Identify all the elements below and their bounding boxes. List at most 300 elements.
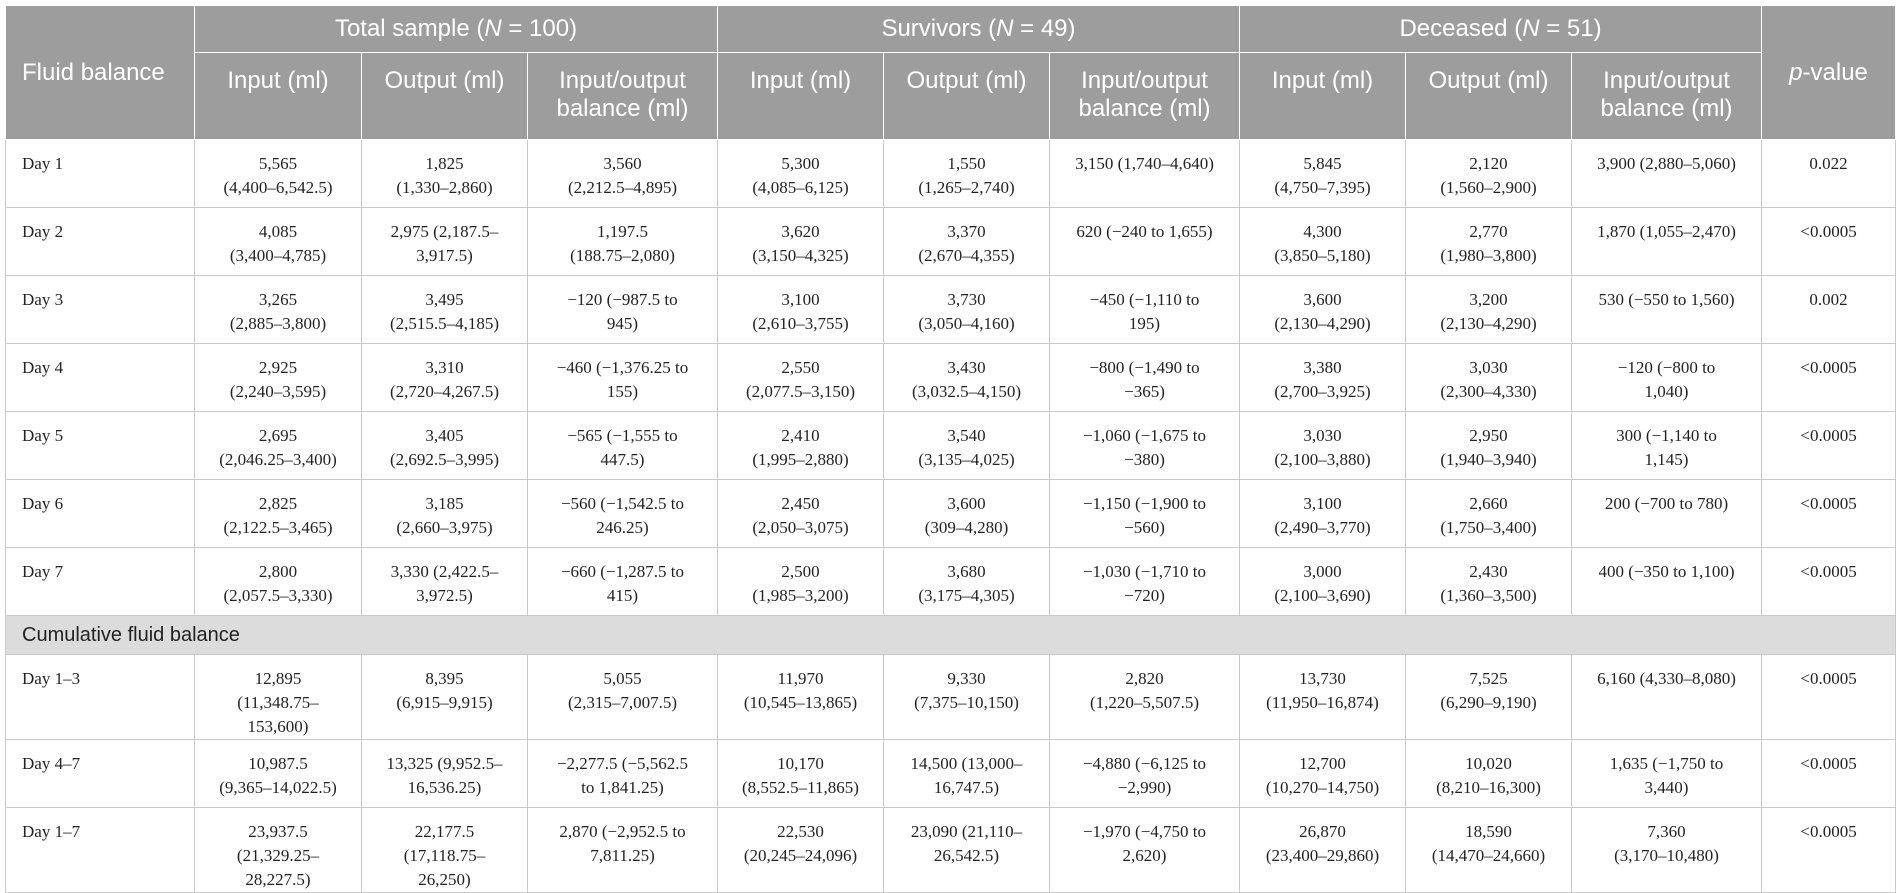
cell-line: 945) bbox=[606, 314, 639, 333]
cell-line: 3,380 bbox=[1303, 358, 1342, 377]
table-cell bbox=[362, 480, 528, 548]
cell-line: 16,747.5) bbox=[933, 778, 1000, 797]
table-cell bbox=[718, 276, 884, 344]
table-cell bbox=[1572, 140, 1762, 208]
cell-line: (2,300–4,330) bbox=[1440, 382, 1537, 401]
cell-line: (17,118.75– bbox=[403, 846, 486, 865]
cell-line: 3,900 (2,880–5,060) bbox=[1597, 154, 1736, 173]
cell-line: −660 (−1,287.5 to bbox=[560, 562, 685, 581]
table-cell bbox=[195, 140, 362, 208]
cell-line: (2,057.5–3,330) bbox=[223, 586, 333, 605]
cell-line: 0.022 bbox=[1809, 154, 1848, 173]
cell-line: 1,145) bbox=[1644, 450, 1689, 469]
cell-line: (309–4,280) bbox=[924, 518, 1009, 537]
cell-line: −800 (−1,490 to bbox=[1089, 358, 1200, 377]
p-value-cell bbox=[1762, 808, 1896, 893]
cell-line: <0.0005 bbox=[1800, 669, 1857, 688]
cell-line: (3,050–4,160) bbox=[918, 314, 1015, 333]
table-cell bbox=[195, 344, 362, 412]
table-cell bbox=[362, 655, 528, 740]
table-cell bbox=[1050, 276, 1240, 344]
cell-line: (14,470–24,660) bbox=[1431, 846, 1546, 865]
table-cell bbox=[1572, 344, 1762, 412]
table-cell bbox=[528, 480, 718, 548]
cell-line: −1,030 (−1,710 to bbox=[1082, 562, 1207, 581]
table-cell bbox=[1240, 276, 1406, 344]
subheader-input: Input (ml) bbox=[718, 53, 884, 140]
cell-line: (3,170–10,480) bbox=[1614, 846, 1719, 865]
cell-line: (23,400–29,860) bbox=[1265, 846, 1380, 865]
table-cell bbox=[1572, 740, 1762, 808]
cell-line: 7,525 bbox=[1469, 669, 1508, 688]
subheader-balance: Input/output balance (ml) bbox=[1572, 53, 1762, 140]
table-cell bbox=[362, 740, 528, 808]
cell-line: (4,085–6,125) bbox=[752, 178, 849, 197]
cell-line: 3,405 bbox=[425, 426, 464, 445]
subheader-output: Output (ml) bbox=[1406, 53, 1572, 140]
table-cell bbox=[195, 412, 362, 480]
cell-line: <0.0005 bbox=[1800, 222, 1857, 241]
cell-line: <0.0005 bbox=[1800, 426, 1857, 445]
cell-line: (2,100–3,880) bbox=[1274, 450, 1371, 469]
table-cell bbox=[718, 344, 884, 412]
row-label: Day 4 bbox=[6, 344, 195, 412]
table-cell bbox=[528, 740, 718, 808]
cell-line: 2,800 bbox=[258, 562, 298, 581]
cell-line: (11,950–16,874) bbox=[1266, 693, 1379, 712]
cell-line: 153,600) bbox=[247, 717, 309, 736]
table-row bbox=[6, 548, 1896, 616]
cell-line: (1,980–3,800) bbox=[1440, 246, 1537, 265]
cell-line: −2,277.5 (−5,562.5 bbox=[556, 754, 689, 773]
table-cell bbox=[1406, 344, 1572, 412]
table-cell bbox=[195, 808, 362, 893]
cell-line: 3,600 bbox=[1303, 290, 1342, 309]
cell-line: 3,265 bbox=[258, 290, 298, 309]
cell-line: 7,811.25) bbox=[590, 846, 655, 865]
cell-line: 12,700 bbox=[1299, 754, 1346, 773]
cell-line: 3,680 bbox=[947, 562, 986, 581]
table-cell bbox=[195, 655, 362, 740]
section-label: Cumulative fluid balance bbox=[6, 616, 1896, 655]
cell-line: 4,085 bbox=[258, 222, 298, 241]
header-group-total-sample: Total sample (N = 100) bbox=[195, 6, 718, 53]
cell-line: (6,915–9,915) bbox=[396, 693, 493, 712]
table-cell bbox=[884, 208, 1050, 276]
cell-line: 3,000 bbox=[1303, 562, 1342, 581]
table-row bbox=[6, 480, 1896, 548]
subheader-output: Output (ml) bbox=[362, 53, 528, 140]
daily-rows bbox=[6, 140, 1896, 616]
cell-line: (10,270–14,750) bbox=[1265, 778, 1380, 797]
cell-line: 2,770 bbox=[1469, 222, 1508, 241]
cell-line: 26,250) bbox=[418, 870, 471, 889]
table-cell bbox=[884, 548, 1050, 616]
cell-line: 3,030 bbox=[1469, 358, 1508, 377]
row-label: Day 7 bbox=[6, 548, 195, 616]
cell-line: (2,515.5–4,185) bbox=[389, 314, 500, 333]
cell-line: 3,310 bbox=[425, 358, 464, 377]
cell-line: (1,750–3,400) bbox=[1440, 518, 1537, 537]
subheader-output: Output (ml) bbox=[884, 53, 1050, 140]
cell-line: 3,330 (2,422.5– bbox=[390, 562, 499, 581]
cell-line: 5,845 bbox=[1303, 154, 1342, 173]
cell-line: (1,265–2,740) bbox=[918, 178, 1015, 197]
table-cell bbox=[718, 480, 884, 548]
cell-line: 13,325 (9,952.5– bbox=[386, 754, 503, 773]
table-cell bbox=[195, 740, 362, 808]
cell-line: 1,635 (−1,750 to bbox=[1609, 754, 1724, 773]
cell-line: 26,542.5) bbox=[933, 846, 1000, 865]
cell-line: 8,395 bbox=[425, 669, 464, 688]
cell-line: (2,046.25–3,400) bbox=[219, 450, 337, 469]
table-cell bbox=[528, 808, 718, 893]
table-cell bbox=[1050, 480, 1240, 548]
table-row bbox=[6, 808, 1896, 893]
cell-line: 9,330 bbox=[947, 669, 986, 688]
table-cell bbox=[362, 808, 528, 893]
cell-line: 2,950 bbox=[1469, 426, 1508, 445]
cell-line: (2,240–3,595) bbox=[229, 382, 327, 401]
cell-line: −120 (−987.5 to bbox=[567, 290, 678, 309]
header-group-survivors: Survivors (N = 49) bbox=[718, 6, 1240, 53]
table-cell bbox=[528, 344, 718, 412]
table-cell bbox=[1050, 808, 1240, 893]
cell-line: 23,937.5 bbox=[248, 822, 308, 841]
table-cell bbox=[1240, 412, 1406, 480]
table-cell bbox=[884, 655, 1050, 740]
cell-line: 3,185 bbox=[425, 494, 464, 513]
cell-line: 530 (−550 to 1,560) bbox=[1598, 290, 1735, 309]
table-cell bbox=[1572, 655, 1762, 740]
cell-line: −460 (−1,376.25 to bbox=[556, 358, 689, 377]
row-label: Day 6 bbox=[6, 480, 195, 548]
cell-line: 5,055 bbox=[603, 669, 642, 688]
table-row bbox=[6, 276, 1896, 344]
header-p-value: p-value bbox=[1762, 6, 1896, 140]
p-value-cell bbox=[1762, 140, 1896, 208]
cell-line: (3,400–4,785) bbox=[229, 246, 327, 265]
cell-line: −4,880 (−6,125 to bbox=[1082, 754, 1207, 773]
cell-line: 3,620 bbox=[781, 222, 820, 241]
table-cell bbox=[362, 344, 528, 412]
cell-line: −2,990) bbox=[1117, 778, 1172, 797]
cell-line: 10,020 bbox=[1465, 754, 1512, 773]
table-cell bbox=[884, 808, 1050, 893]
table-cell bbox=[884, 740, 1050, 808]
table-cell bbox=[1406, 480, 1572, 548]
p-value-cell bbox=[1762, 344, 1896, 412]
row-label: Day 3 bbox=[6, 276, 195, 344]
cell-line: (1,220–5,507.5) bbox=[1089, 693, 1200, 712]
cell-line: −720) bbox=[1124, 586, 1165, 605]
cell-line: (2,100–3,690) bbox=[1274, 586, 1371, 605]
table-cell bbox=[884, 344, 1050, 412]
table-cell bbox=[1572, 548, 1762, 616]
header-fluid-balance: Fluid balance bbox=[6, 6, 195, 140]
table-cell bbox=[195, 480, 362, 548]
cell-line: (2,720–4,267.5) bbox=[389, 382, 500, 401]
cell-line: 28,227.5) bbox=[245, 870, 311, 889]
cell-line: 2,500 bbox=[781, 562, 820, 581]
cell-line: 1,197.5 bbox=[597, 222, 648, 241]
cell-line: (11,348.75– bbox=[237, 693, 319, 712]
cell-line: 3,540 bbox=[947, 426, 986, 445]
cell-line: (188.75–2,080) bbox=[570, 246, 675, 265]
p-value-cell bbox=[1762, 276, 1896, 344]
table-cell bbox=[1050, 548, 1240, 616]
table-cell bbox=[1050, 412, 1240, 480]
cell-line: −365) bbox=[1124, 382, 1165, 401]
cell-line: −1,150 (−1,900 to bbox=[1082, 494, 1207, 513]
row-label: Day 2 bbox=[6, 208, 195, 276]
cell-line: −1,060 (−1,675 to bbox=[1082, 426, 1207, 445]
table-cell bbox=[1406, 655, 1572, 740]
table-cell bbox=[1240, 344, 1406, 412]
table-cell bbox=[362, 208, 528, 276]
table-cell bbox=[1240, 208, 1406, 276]
table-cell bbox=[1406, 740, 1572, 808]
subheader-input: Input (ml) bbox=[195, 53, 362, 140]
cell-line: 2,620) bbox=[1122, 846, 1167, 865]
table-row bbox=[6, 412, 1896, 480]
cell-line: 3,150 (1,740–4,640) bbox=[1075, 154, 1214, 173]
cell-line: 1,825 bbox=[425, 154, 464, 173]
table-cell bbox=[884, 480, 1050, 548]
cell-line: (1,330–2,860) bbox=[396, 178, 493, 197]
cell-line: 200 (−700 to 780) bbox=[1604, 494, 1729, 513]
cell-line: 3,370 bbox=[947, 222, 986, 241]
cell-line: (2,885–3,800) bbox=[229, 314, 327, 333]
cell-line: 4,300 bbox=[1303, 222, 1342, 241]
table-cell bbox=[1050, 344, 1240, 412]
cell-line: 12,895 bbox=[254, 669, 302, 688]
cell-line: (2,130–4,290) bbox=[1440, 314, 1537, 333]
cumulative-section bbox=[6, 616, 1896, 655]
cell-line: 620 (−240 to 1,655) bbox=[1076, 222, 1213, 241]
table-cell bbox=[1050, 655, 1240, 740]
cell-line: 3,430 bbox=[947, 358, 986, 377]
row-label: Day 1–7 bbox=[6, 808, 195, 893]
table-cell bbox=[1572, 412, 1762, 480]
table-cell bbox=[1572, 276, 1762, 344]
cell-line: 400 (−350 to 1,100) bbox=[1598, 562, 1735, 581]
cell-line: 18,590 bbox=[1465, 822, 1512, 841]
cell-line: 13,730 bbox=[1299, 669, 1346, 688]
cell-line: 22,177.5 bbox=[414, 822, 475, 841]
cell-line: 1,870 (1,055–2,470) bbox=[1597, 222, 1736, 241]
table-cell bbox=[1050, 740, 1240, 808]
table-cell bbox=[884, 276, 1050, 344]
cell-line: 5,565 bbox=[258, 154, 298, 173]
table-cell bbox=[718, 412, 884, 480]
section-row bbox=[6, 616, 1896, 655]
cell-line: 246.25) bbox=[596, 518, 649, 537]
cell-line: 415) bbox=[606, 586, 639, 605]
cell-line: −560 (−1,542.5 to bbox=[560, 494, 685, 513]
cell-line: (9,365–14,022.5) bbox=[219, 778, 337, 797]
table-cell bbox=[884, 140, 1050, 208]
table-cell bbox=[362, 276, 528, 344]
cell-line: 23,090 (21,110– bbox=[910, 822, 1023, 841]
cell-line: 14,500 (13,000– bbox=[910, 754, 1023, 773]
row-label: Day 1–3 bbox=[6, 655, 195, 740]
cell-line: 0.002 bbox=[1809, 290, 1848, 309]
cell-line: (20,245–24,096) bbox=[743, 846, 858, 865]
cell-line: 447.5) bbox=[600, 450, 645, 469]
cell-line: 22,530 bbox=[777, 822, 824, 841]
table-cell bbox=[1406, 276, 1572, 344]
cell-line: 2,925 bbox=[258, 358, 298, 377]
subheader-balance: Input/output balance (ml) bbox=[1050, 53, 1240, 140]
cell-line: 195) bbox=[1128, 314, 1161, 333]
cell-line: (2,315–7,007.5) bbox=[567, 693, 678, 712]
cell-line: (2,670–4,355) bbox=[918, 246, 1015, 265]
cell-line: (2,660–3,975) bbox=[396, 518, 493, 537]
table-cell bbox=[718, 140, 884, 208]
row-label: Day 4–7 bbox=[6, 740, 195, 808]
cell-line: (2,050–3,075) bbox=[752, 518, 849, 537]
table-cell bbox=[884, 412, 1050, 480]
cell-line: −450 (−1,110 to bbox=[1089, 290, 1200, 309]
table-cell bbox=[1240, 808, 1406, 893]
cell-line: (8,552.5–11,865) bbox=[742, 778, 859, 797]
cell-line: 3,100 bbox=[781, 290, 820, 309]
table-cell bbox=[1572, 480, 1762, 548]
row-label: Day 1 bbox=[6, 140, 195, 208]
cell-line: (7,375–10,150) bbox=[914, 693, 1019, 712]
table-cell bbox=[528, 140, 718, 208]
table-cell bbox=[1240, 480, 1406, 548]
cell-line: (3,175–4,305) bbox=[918, 586, 1015, 605]
cell-line: 1,550 bbox=[947, 154, 986, 173]
cell-line: 2,660 bbox=[1469, 494, 1508, 513]
table-cell bbox=[362, 140, 528, 208]
table-cell bbox=[718, 208, 884, 276]
table-cell bbox=[718, 655, 884, 740]
cell-line: 2,120 bbox=[1469, 154, 1508, 173]
table-cell bbox=[195, 548, 362, 616]
cell-line: 7,360 bbox=[1647, 822, 1686, 841]
cell-line: 3,100 bbox=[1303, 494, 1342, 513]
cell-line: 2,450 bbox=[781, 494, 820, 513]
table-cell bbox=[1240, 740, 1406, 808]
cell-line: (1,985–3,200) bbox=[752, 586, 849, 605]
cell-line: (10,545–13,865) bbox=[743, 693, 858, 712]
cell-line: 2,975 (2,187.5– bbox=[390, 222, 499, 241]
cell-line: (21,329.25– bbox=[236, 846, 320, 865]
cell-line: 300 (−1,140 to bbox=[1616, 426, 1717, 445]
table-cell bbox=[1406, 208, 1572, 276]
table-row bbox=[6, 140, 1896, 208]
cell-line: −120 (−800 to bbox=[1617, 358, 1716, 377]
fluid-balance-table bbox=[5, 5, 1896, 893]
header-group-deceased: Deceased (N = 51) bbox=[1240, 6, 1762, 53]
table-cell bbox=[1406, 808, 1572, 893]
cell-line: (2,610–3,755) bbox=[752, 314, 849, 333]
cell-line: (3,032.5–4,150) bbox=[911, 382, 1022, 401]
cell-line: 16,536.25) bbox=[407, 778, 482, 797]
row-label: Day 5 bbox=[6, 412, 195, 480]
table-cell bbox=[195, 276, 362, 344]
p-value-cell bbox=[1762, 548, 1896, 616]
cell-line: 10,987.5 bbox=[248, 754, 308, 773]
cell-line: (4,400–6,542.5) bbox=[223, 178, 333, 197]
table-cell bbox=[1572, 808, 1762, 893]
cell-line: 10,170 bbox=[777, 754, 824, 773]
cell-line: <0.0005 bbox=[1800, 754, 1857, 773]
cell-line: (1,560–2,900) bbox=[1440, 178, 1537, 197]
cell-line: 2,695 bbox=[258, 426, 298, 445]
cell-line: 6,160 (4,330–8,080) bbox=[1597, 669, 1736, 688]
cell-line: 2,825 bbox=[258, 494, 298, 513]
cell-line: (3,150–4,325) bbox=[752, 246, 849, 265]
table-cell bbox=[718, 740, 884, 808]
cell-line: (2,130–4,290) bbox=[1274, 314, 1371, 333]
cell-line: <0.0005 bbox=[1800, 562, 1857, 581]
table-cell bbox=[1240, 140, 1406, 208]
cell-line: <0.0005 bbox=[1800, 358, 1857, 377]
cell-line: 26,870 bbox=[1299, 822, 1346, 841]
cell-line: (8,210–16,300) bbox=[1436, 778, 1541, 797]
cell-line: (4,750–7,395) bbox=[1274, 178, 1371, 197]
cell-line: 1,040) bbox=[1644, 382, 1689, 401]
table-cell bbox=[1406, 140, 1572, 208]
cell-line: <0.0005 bbox=[1800, 822, 1857, 841]
cell-line: 2,550 bbox=[781, 358, 820, 377]
cell-line: 3,030 bbox=[1303, 426, 1342, 445]
cell-line: (6,290–9,190) bbox=[1440, 693, 1537, 712]
p-value-cell bbox=[1762, 740, 1896, 808]
table-cell bbox=[1050, 208, 1240, 276]
cell-line: (2,077.5–3,150) bbox=[745, 382, 856, 401]
cell-line: 3,200 bbox=[1469, 290, 1508, 309]
table-row bbox=[6, 655, 1896, 740]
table-cell bbox=[1050, 140, 1240, 208]
cell-line: 2,820 bbox=[1125, 669, 1164, 688]
cell-line: 3,600 bbox=[947, 494, 986, 513]
table-cell bbox=[1240, 655, 1406, 740]
cell-line: 3,972.5) bbox=[416, 586, 473, 605]
table-cell bbox=[1406, 548, 1572, 616]
cell-line: 3,560 bbox=[603, 154, 642, 173]
table-cell bbox=[528, 276, 718, 344]
cell-line: (2,692.5–3,995) bbox=[389, 450, 500, 469]
cell-line: (1,995–2,880) bbox=[752, 450, 849, 469]
table-row bbox=[6, 740, 1896, 808]
table-cell bbox=[1406, 412, 1572, 480]
cell-line: 2,410 bbox=[781, 426, 820, 445]
cell-line: (3,135–4,025) bbox=[918, 450, 1015, 469]
p-value-cell bbox=[1762, 412, 1896, 480]
cell-line: 3,917.5) bbox=[416, 246, 473, 265]
cell-line: (2,122.5–3,465) bbox=[223, 518, 333, 537]
cell-line: (3,850–5,180) bbox=[1274, 246, 1371, 265]
cell-line: −1,970 (−4,750 to bbox=[1082, 822, 1207, 841]
table-cell bbox=[718, 548, 884, 616]
table-cell bbox=[528, 412, 718, 480]
cell-line: (2,212.5–4,895) bbox=[567, 178, 678, 197]
cell-line: −565 (−1,555 to bbox=[567, 426, 678, 445]
table-cell bbox=[362, 548, 528, 616]
p-value-cell bbox=[1762, 208, 1896, 276]
table-cell bbox=[195, 208, 362, 276]
cell-line: (1,360–3,500) bbox=[1440, 586, 1537, 605]
fluid-balance-table-container bbox=[5, 5, 1895, 893]
cell-line: 3,730 bbox=[947, 290, 986, 309]
cell-line: 5,300 bbox=[781, 154, 820, 173]
cell-line: (2,700–3,925) bbox=[1274, 382, 1371, 401]
